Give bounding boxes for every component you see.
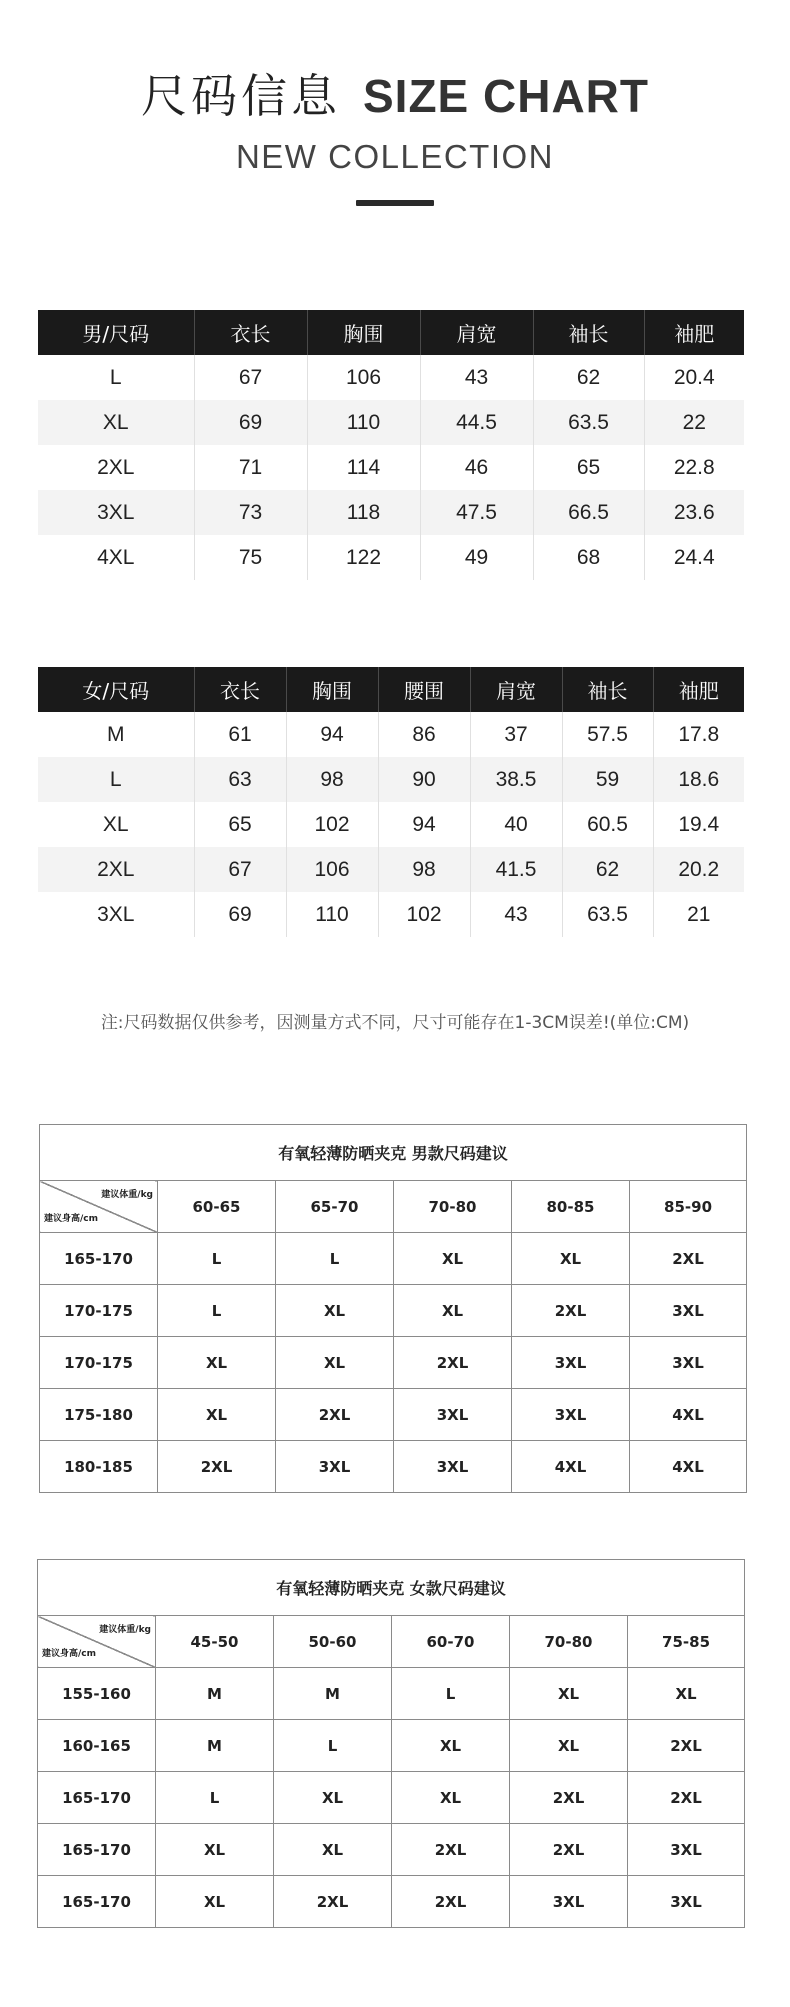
height-range-cell: 155-160 xyxy=(38,1668,156,1720)
measurement-cell: 23.6 xyxy=(644,490,744,535)
measurement-cell: 40 xyxy=(470,802,562,847)
measurement-cell: 17.8 xyxy=(653,712,744,757)
measurement-cell: 20.4 xyxy=(644,355,744,400)
height-range-cell: 170-175 xyxy=(40,1337,158,1389)
weight-range-header: 70-80 xyxy=(510,1616,628,1668)
table-row xyxy=(38,1720,745,1772)
recommended-size-cell: 2XL xyxy=(394,1337,512,1389)
recommended-size-cell: XL xyxy=(510,1720,628,1772)
recommended-size-cell: XL xyxy=(274,1824,392,1876)
size-cell: XL xyxy=(38,400,194,445)
column-header: 女/尺码 xyxy=(38,667,194,712)
height-range-cell: 165-170 xyxy=(38,1772,156,1824)
recommended-size-cell: M xyxy=(156,1720,274,1772)
height-range-cell: 165-170 xyxy=(38,1876,156,1928)
page-title-en: SIZE CHART xyxy=(363,70,649,122)
weight-range-header: 50-60 xyxy=(274,1616,392,1668)
measurement-cell: 118 xyxy=(307,490,420,535)
recommended-size-cell: XL xyxy=(156,1876,274,1928)
women-recommend-table xyxy=(37,1559,745,1928)
table-row xyxy=(40,1441,747,1493)
measurement-cell: 63.5 xyxy=(562,892,653,937)
measurement-cell: 63 xyxy=(194,757,286,802)
measurement-cell: 19.4 xyxy=(653,802,744,847)
recommended-size-cell: XL xyxy=(392,1772,510,1824)
table-row xyxy=(38,1824,745,1876)
measurement-cell: 65 xyxy=(194,802,286,847)
weight-range-header: 60-65 xyxy=(158,1181,276,1233)
recommended-size-cell: L xyxy=(158,1285,276,1337)
table-row xyxy=(38,490,744,535)
height-range-cell: 175-180 xyxy=(40,1389,158,1441)
measurement-cell: 62 xyxy=(533,355,644,400)
measurement-cell: 43 xyxy=(470,892,562,937)
measurement-cell: 24.4 xyxy=(644,535,744,580)
measurement-cell: 63.5 xyxy=(533,400,644,445)
measurement-cell: 98 xyxy=(378,847,470,892)
measurement-cell: 20.2 xyxy=(653,847,744,892)
size-cell: L xyxy=(38,757,194,802)
weight-axis-label: 建议体重/kg xyxy=(101,1190,153,1200)
weight-range-header: 45-50 xyxy=(156,1616,274,1668)
recommended-size-cell: 2XL xyxy=(628,1720,745,1772)
table-row xyxy=(40,1233,747,1285)
height-range-cell: 165-170 xyxy=(40,1233,158,1285)
size-cell: XL xyxy=(102,812,129,836)
column-header: 袖肥 xyxy=(653,667,744,712)
recommended-size-cell: 2XL xyxy=(510,1824,628,1876)
recommend-title: 有氧轻薄防晒夹克 女款尺码建议 xyxy=(38,1560,745,1616)
height-axis-label: 建议身高/cm xyxy=(44,1214,99,1224)
recommend-title: 有氧轻薄防晒夹克 男款尺码建议 xyxy=(40,1125,747,1181)
column-header: 胸围 xyxy=(307,310,420,355)
recommended-size-cell: 4XL xyxy=(630,1441,747,1493)
recommended-size-cell: L xyxy=(276,1233,394,1285)
recommended-size-cell: 2XL xyxy=(392,1876,510,1928)
recommended-size-cell: 3XL xyxy=(394,1389,512,1441)
size-cell: L xyxy=(109,365,122,389)
recommended-size-cell: XL xyxy=(274,1772,392,1824)
table-row xyxy=(38,355,744,400)
recommended-size-cell: L xyxy=(158,1233,276,1285)
table-row xyxy=(40,1285,747,1337)
measurement-cell: 43 xyxy=(420,355,533,400)
measurement-cell: 110 xyxy=(286,892,378,937)
measurement-cell: 22.8 xyxy=(644,445,744,490)
column-header: 腰围 xyxy=(378,667,470,712)
table-header-row xyxy=(38,667,744,712)
recommended-size-cell: 2XL xyxy=(274,1876,392,1928)
measurement-cell: 102 xyxy=(378,892,470,937)
recommended-size-cell: 2XL xyxy=(630,1233,747,1285)
column-header: 袖长 xyxy=(533,310,644,355)
title-row xyxy=(0,60,790,126)
recommended-size-cell: 2XL xyxy=(512,1285,630,1337)
table-row xyxy=(38,535,744,580)
measurement-cell: 67 xyxy=(194,355,307,400)
men-size-table xyxy=(38,310,744,580)
height-range-cell: 160-165 xyxy=(38,1720,156,1772)
table-row xyxy=(40,1337,747,1389)
recommended-size-cell: XL xyxy=(628,1668,745,1720)
weight-range-header: 80-85 xyxy=(512,1181,630,1233)
measurement-cell: 69 xyxy=(194,400,307,445)
measurement-cell: 65 xyxy=(533,445,644,490)
recommended-size-cell: 2XL xyxy=(628,1772,745,1824)
measurement-cell: 75 xyxy=(194,535,307,580)
size-cell: 2XL xyxy=(97,455,135,479)
measurement-cell: 60.5 xyxy=(562,802,653,847)
women-size-table xyxy=(38,667,744,937)
page-header xyxy=(0,60,790,206)
recommended-size-cell: M xyxy=(156,1668,274,1720)
table-title-row xyxy=(38,1560,745,1616)
measurement-cell: 49 xyxy=(420,535,533,580)
measurement-cell: 46 xyxy=(420,445,533,490)
recommended-size-cell: 4XL xyxy=(630,1389,747,1441)
table-row xyxy=(38,892,744,937)
table-row xyxy=(40,1389,747,1441)
measurement-cell: 102 xyxy=(286,802,378,847)
recommended-size-cell: XL xyxy=(276,1337,394,1389)
recommended-size-cell: XL xyxy=(158,1337,276,1389)
measurement-cell: 37 xyxy=(470,712,562,757)
column-header: 胸围 xyxy=(286,667,378,712)
table-row xyxy=(38,757,744,802)
weight-range-header: 75-85 xyxy=(628,1616,745,1668)
recommended-size-cell: M xyxy=(274,1668,392,1720)
measurement-cell: 68 xyxy=(533,535,644,580)
recommended-size-cell: L xyxy=(274,1720,392,1772)
diagonal-header-cell xyxy=(38,1616,156,1668)
measurement-cell: 110 xyxy=(307,400,420,445)
recommended-size-cell: L xyxy=(156,1772,274,1824)
recommended-size-cell: XL xyxy=(394,1233,512,1285)
recommended-size-cell: 3XL xyxy=(512,1389,630,1441)
recommended-size-cell: XL xyxy=(158,1389,276,1441)
page-subtitle: NEW COLLECTION xyxy=(235,138,555,175)
recommended-size-cell: 3XL xyxy=(628,1824,745,1876)
measurement-cell: 122 xyxy=(307,535,420,580)
size-cell: M xyxy=(107,722,125,746)
weight-range-header: 70-80 xyxy=(394,1181,512,1233)
table-header-row xyxy=(40,1181,747,1233)
weight-range-header: 65-70 xyxy=(276,1181,394,1233)
table-row xyxy=(38,802,744,847)
recommended-size-cell: 3XL xyxy=(276,1441,394,1493)
measurement-cell: 67 xyxy=(194,847,286,892)
measurement-cell: 98 xyxy=(286,757,378,802)
recommended-size-cell: XL xyxy=(156,1824,274,1876)
measurement-note: 注:尺码数据仅供参考，因测量方式不同，尺寸可能存在1-3CM误差!(单位:CM) xyxy=(100,1013,690,1033)
recommended-size-cell: XL xyxy=(276,1285,394,1337)
measurement-cell: 69 xyxy=(194,892,286,937)
measurement-cell: 106 xyxy=(286,847,378,892)
measurement-cell: 44.5 xyxy=(420,400,533,445)
table-row xyxy=(38,847,744,892)
measurement-cell: 90 xyxy=(378,757,470,802)
table-row xyxy=(38,1772,745,1824)
recommended-size-cell: 4XL xyxy=(512,1441,630,1493)
measurement-cell: 106 xyxy=(307,355,420,400)
recommended-size-cell: 3XL xyxy=(510,1876,628,1928)
measurement-cell: 86 xyxy=(378,712,470,757)
measurement-cell: 38.5 xyxy=(470,757,562,802)
measurement-cell: 62 xyxy=(562,847,653,892)
measurement-cell: 114 xyxy=(307,445,420,490)
measurement-cell: 59 xyxy=(562,757,653,802)
height-range-cell: 165-170 xyxy=(38,1824,156,1876)
size-cell: 3XL xyxy=(38,490,194,535)
height-axis-label: 建议身高/cm xyxy=(42,1649,97,1659)
page-title-cn: 尺码信息 xyxy=(141,69,341,123)
recommended-size-cell: 3XL xyxy=(630,1337,747,1389)
measurement-cell: 47.5 xyxy=(420,490,533,535)
size-cell: 2XL xyxy=(38,847,194,892)
weight-range-header: 60-70 xyxy=(392,1616,510,1668)
measurement-cell: 73 xyxy=(194,490,307,535)
table-row xyxy=(38,1668,745,1720)
column-header: 肩宽 xyxy=(420,310,533,355)
recommended-size-cell: 3XL xyxy=(628,1876,745,1928)
column-header: 袖肥 xyxy=(644,310,744,355)
diagonal-header-cell xyxy=(40,1181,158,1233)
recommended-size-cell: 3XL xyxy=(512,1337,630,1389)
table-header-row xyxy=(38,1616,745,1668)
measurement-cell: 57.5 xyxy=(562,712,653,757)
column-header: 肩宽 xyxy=(470,667,562,712)
table-title-row xyxy=(40,1125,747,1181)
recommended-size-cell: XL xyxy=(512,1233,630,1285)
table-header-row xyxy=(38,310,744,355)
recommended-size-cell: XL xyxy=(394,1285,512,1337)
measurement-cell: 41.5 xyxy=(470,847,562,892)
recommended-size-cell: XL xyxy=(510,1668,628,1720)
table-row xyxy=(38,400,744,445)
size-cell: 3XL xyxy=(97,902,135,926)
recommended-size-cell: XL xyxy=(392,1720,510,1772)
column-header: 袖长 xyxy=(562,667,653,712)
weight-axis-label: 建议体重/kg xyxy=(99,1625,151,1635)
column-header: 男/尺码 xyxy=(38,310,194,355)
recommended-size-cell: 2XL xyxy=(510,1772,628,1824)
table-row xyxy=(38,712,744,757)
measurement-cell: 22 xyxy=(644,400,744,445)
title-divider xyxy=(356,200,434,206)
recommended-size-cell: 2XL xyxy=(392,1824,510,1876)
table-row xyxy=(38,445,744,490)
weight-range-header: 85-90 xyxy=(630,1181,747,1233)
measurement-cell: 18.6 xyxy=(653,757,744,802)
column-header: 衣长 xyxy=(194,310,307,355)
measurement-cell: 94 xyxy=(286,712,378,757)
measurement-cell: 21 xyxy=(653,892,744,937)
size-cell: 4XL xyxy=(97,545,135,569)
measurement-cell: 94 xyxy=(378,802,470,847)
column-header: 衣长 xyxy=(194,667,286,712)
recommended-size-cell: L xyxy=(392,1668,510,1720)
measurement-cell: 71 xyxy=(194,445,307,490)
recommended-size-cell: 2XL xyxy=(158,1441,276,1493)
measurement-cell: 61 xyxy=(194,712,286,757)
height-range-cell: 170-175 xyxy=(40,1285,158,1337)
height-range-cell: 180-185 xyxy=(40,1441,158,1493)
recommended-size-cell: 3XL xyxy=(394,1441,512,1493)
measurement-cell: 66.5 xyxy=(533,490,644,535)
men-recommend-table xyxy=(39,1124,747,1493)
table-row xyxy=(38,1876,745,1928)
recommended-size-cell: 2XL xyxy=(276,1389,394,1441)
recommended-size-cell: 3XL xyxy=(630,1285,747,1337)
